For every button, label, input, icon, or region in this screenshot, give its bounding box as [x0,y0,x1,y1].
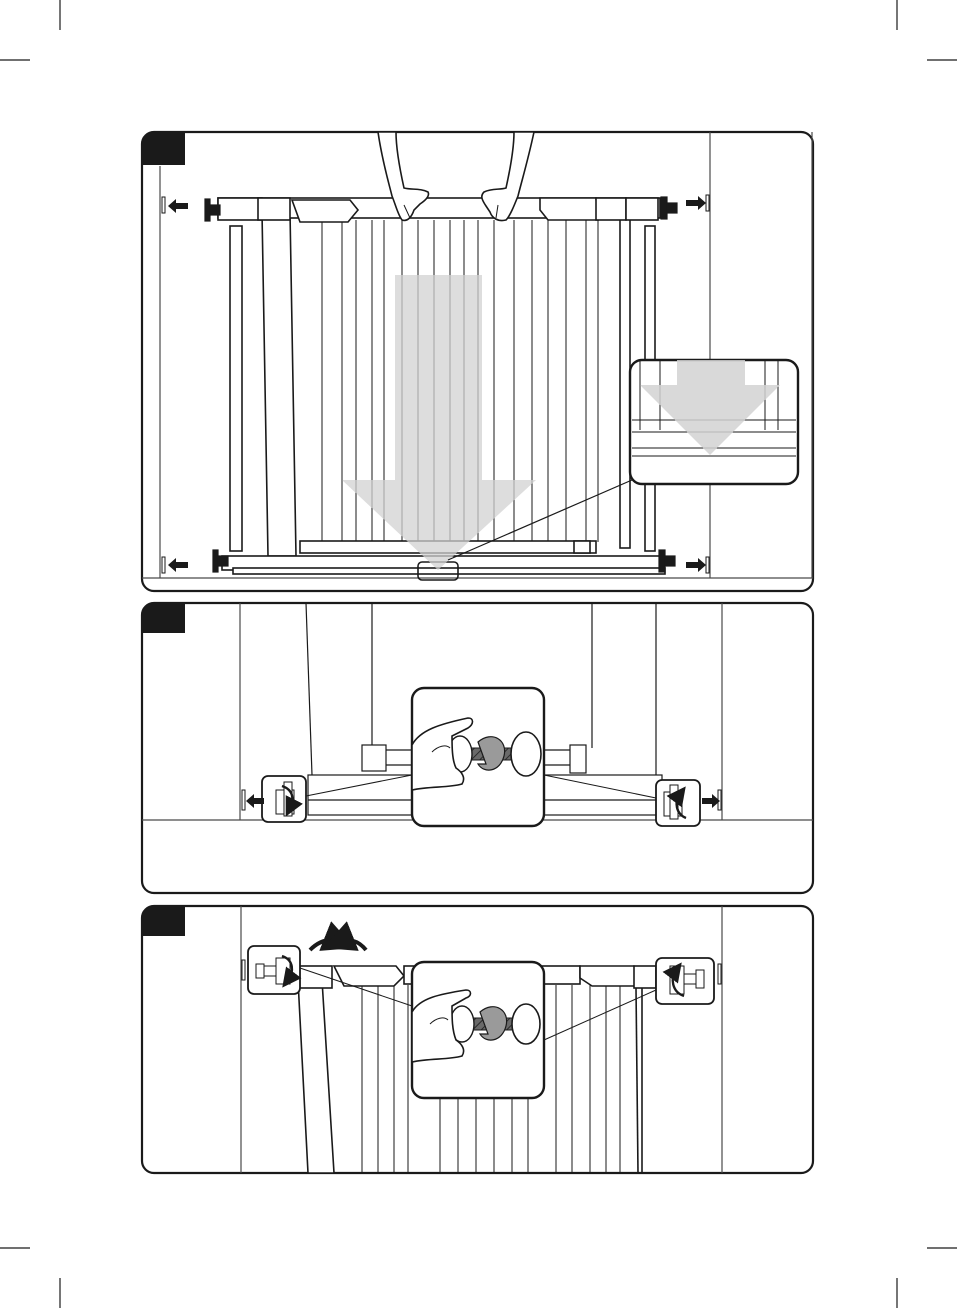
step-panel-2 [142,603,813,893]
step-tab-3 [142,906,185,936]
spindle-knob-icon [511,732,541,776]
step-tab-1 [142,132,185,165]
step-panel-3 [142,906,813,1173]
spindle-turning-magnifier [412,962,544,1098]
step-panel-1 [142,132,813,591]
spindle-turning-magnifier [412,688,544,826]
bottom-rail-magnifier [630,360,798,484]
step-tab-2 [142,603,185,633]
spindle-knob-icon [512,1004,540,1044]
